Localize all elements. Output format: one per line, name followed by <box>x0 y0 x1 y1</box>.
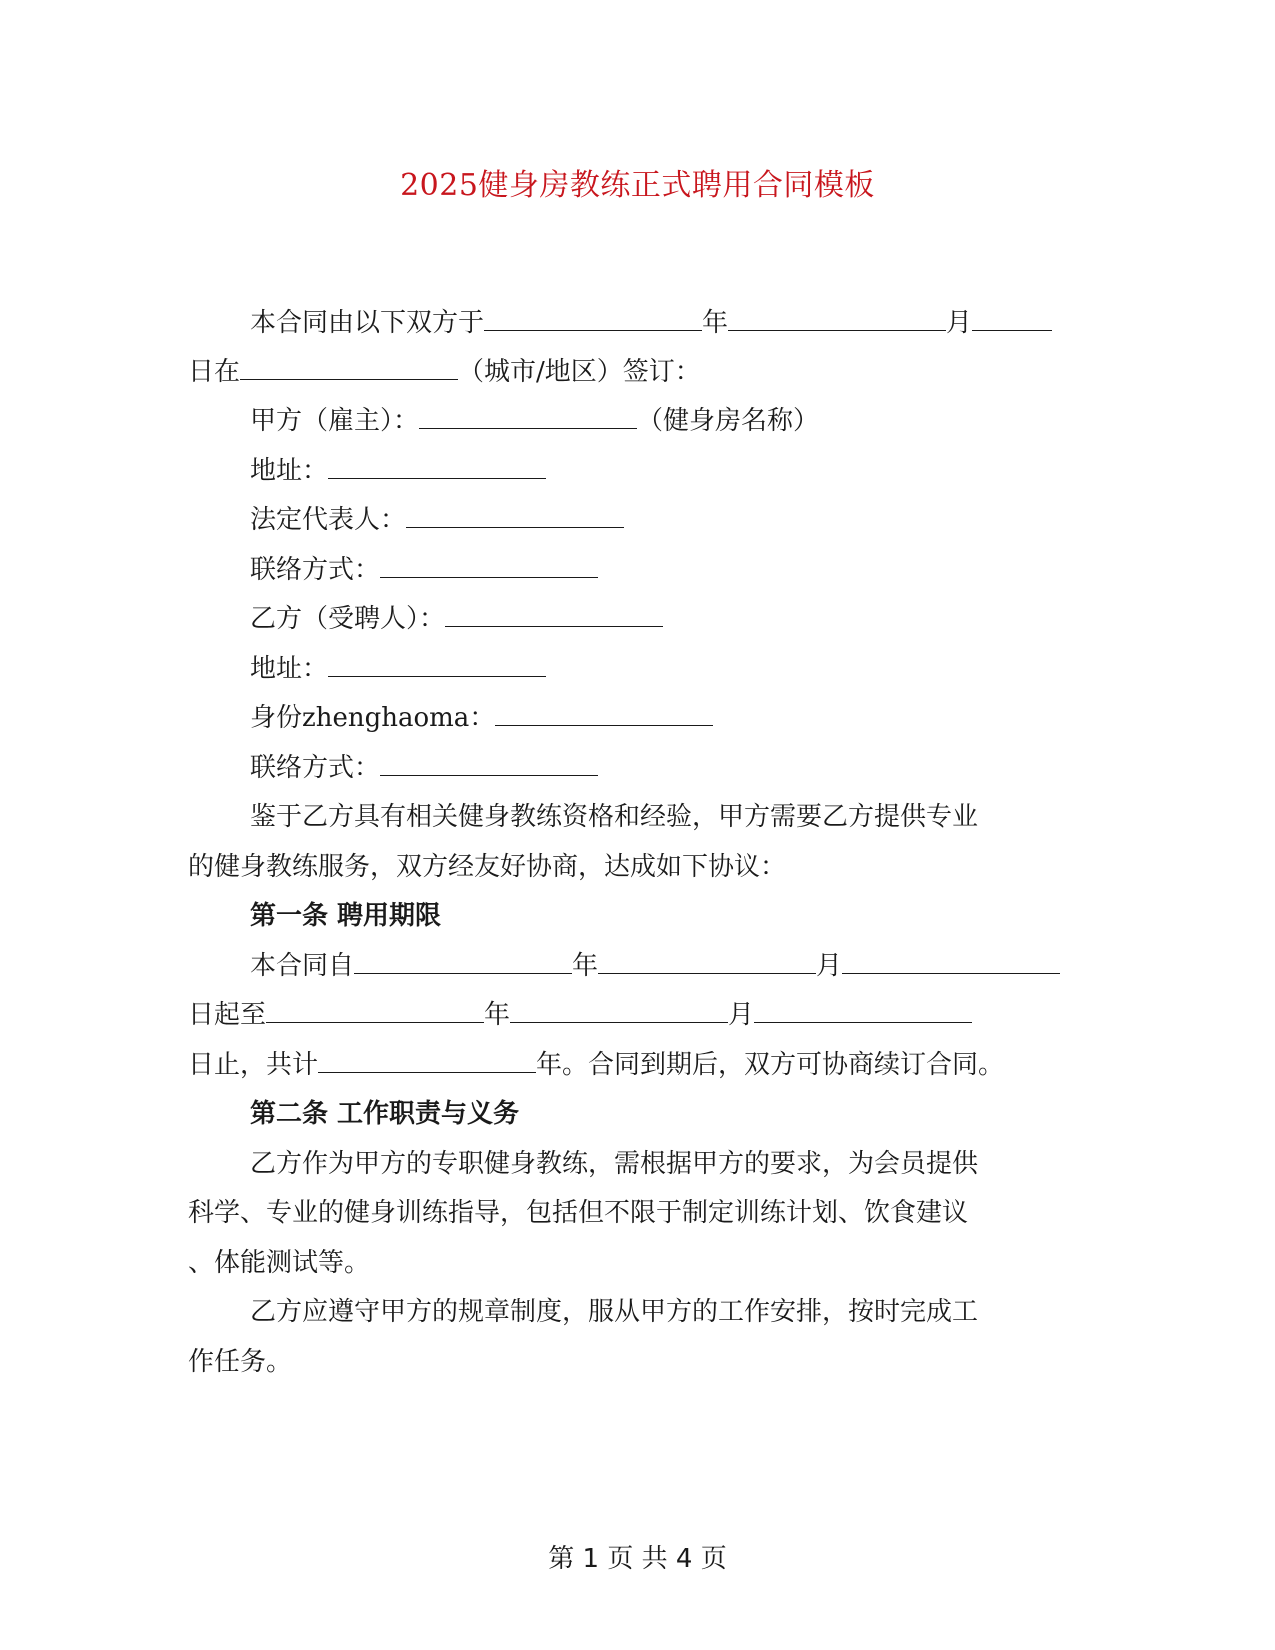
article-1-line-3 <box>188 1048 1004 1082</box>
article-1-day-to-label: 日起至 <box>188 1000 267 1030</box>
month-blank <box>728 306 946 331</box>
year-label: 年 <box>702 308 729 338</box>
document-title: 2025健身房教练正式聘用合同模板 <box>400 168 875 203</box>
party-a-contact-line <box>250 553 598 587</box>
party-a-legal-rep-blank <box>406 503 624 528</box>
article-1-from-label: 本合同自 <box>250 951 355 981</box>
end-month-label: 月 <box>728 1000 755 1030</box>
party-a-name-note: （健身房名称） <box>637 406 820 436</box>
party-a-legal-rep-line <box>250 503 624 537</box>
recital-line-1: 鉴于乙方具有相关健身教练资格和经验，甲方需要乙方提供专业 <box>250 802 979 832</box>
party-b-contact-label: 联络方式： <box>250 753 381 783</box>
city-blank <box>240 355 458 380</box>
article-2-p1-line-1: 乙方作为甲方的专职健身教练，需根据甲方的要求，为会员提供 <box>250 1149 979 1179</box>
party-b-id-line <box>250 701 713 735</box>
preamble-line-1 <box>250 306 1052 340</box>
start-year-label: 年 <box>572 951 599 981</box>
party-a-line <box>250 404 819 438</box>
city-sign-label: （城市/地区）签订： <box>458 357 701 387</box>
end-year-label: 年 <box>484 1000 511 1030</box>
party-b-contact-line <box>250 751 598 785</box>
end-year-blank <box>266 998 484 1023</box>
start-month-blank <box>598 949 816 974</box>
article-2-heading: 第二条 工作职责与义务 <box>250 1099 520 1129</box>
party-a-address-blank <box>328 454 546 479</box>
end-day-blank <box>754 998 972 1023</box>
party-b-label: 乙方（受聘人）： <box>250 604 446 634</box>
party-a-legal-rep-label: 法定代表人： <box>250 505 407 535</box>
year-blank <box>484 306 702 331</box>
preamble-text: 本合同由以下双方于 <box>250 308 485 338</box>
party-a-contact-blank <box>380 553 598 578</box>
article-1-day-end-label: 日止，共计 <box>188 1050 319 1080</box>
party-a-address-label: 地址： <box>250 456 329 486</box>
article-2-p1-line-2: 科学、专业的健身训练指导，包括但不限于制定训练计划、饮食建议 <box>188 1198 969 1228</box>
article-2-p1-line-3: 、体能测试等。 <box>188 1248 371 1278</box>
article-1-line-1 <box>250 949 1060 983</box>
recital-line-2: 的健身教练服务，双方经友好协商，达成如下协议： <box>188 852 787 882</box>
party-b-name-blank <box>445 602 663 627</box>
article-1-heading: 第一条 聘用期限 <box>250 901 442 931</box>
total-years-blank <box>318 1048 536 1073</box>
article-2-p2-line-2: 作任务。 <box>188 1347 293 1377</box>
page-number: 第 1 页 共 4 页 <box>548 1544 727 1574</box>
party-b-address-label: 地址： <box>250 654 329 684</box>
party-a-address-line <box>250 454 546 488</box>
party-b-contact-blank <box>380 751 598 776</box>
article-2-p2-line-1: 乙方应遵守甲方的规章制度，服从甲方的工作安排，按时完成工 <box>250 1297 979 1327</box>
party-b-id-blank <box>495 701 713 726</box>
start-day-blank <box>842 949 1060 974</box>
party-a-label: 甲方（雇主）： <box>250 406 420 436</box>
article-1-line-2 <box>188 998 972 1032</box>
start-year-blank <box>354 949 572 974</box>
party-b-address-blank <box>328 652 546 677</box>
party-a-contact-label: 联络方式： <box>250 555 381 585</box>
article-1-renewal-text: 年。合同到期后，双方可协商续订合同。 <box>536 1050 1005 1080</box>
party-b-address-line <box>250 652 546 686</box>
party-b-id-label: 身份zhenghaoma： <box>250 703 496 733</box>
party-a-name-blank <box>419 404 637 429</box>
end-month-blank <box>510 998 728 1023</box>
day-blank <box>972 306 1052 331</box>
party-b-line <box>250 602 663 636</box>
preamble-line-2 <box>188 355 701 389</box>
day-at-label: 日在 <box>188 357 241 387</box>
month-label: 月 <box>946 308 973 338</box>
start-month-label: 月 <box>816 951 843 981</box>
